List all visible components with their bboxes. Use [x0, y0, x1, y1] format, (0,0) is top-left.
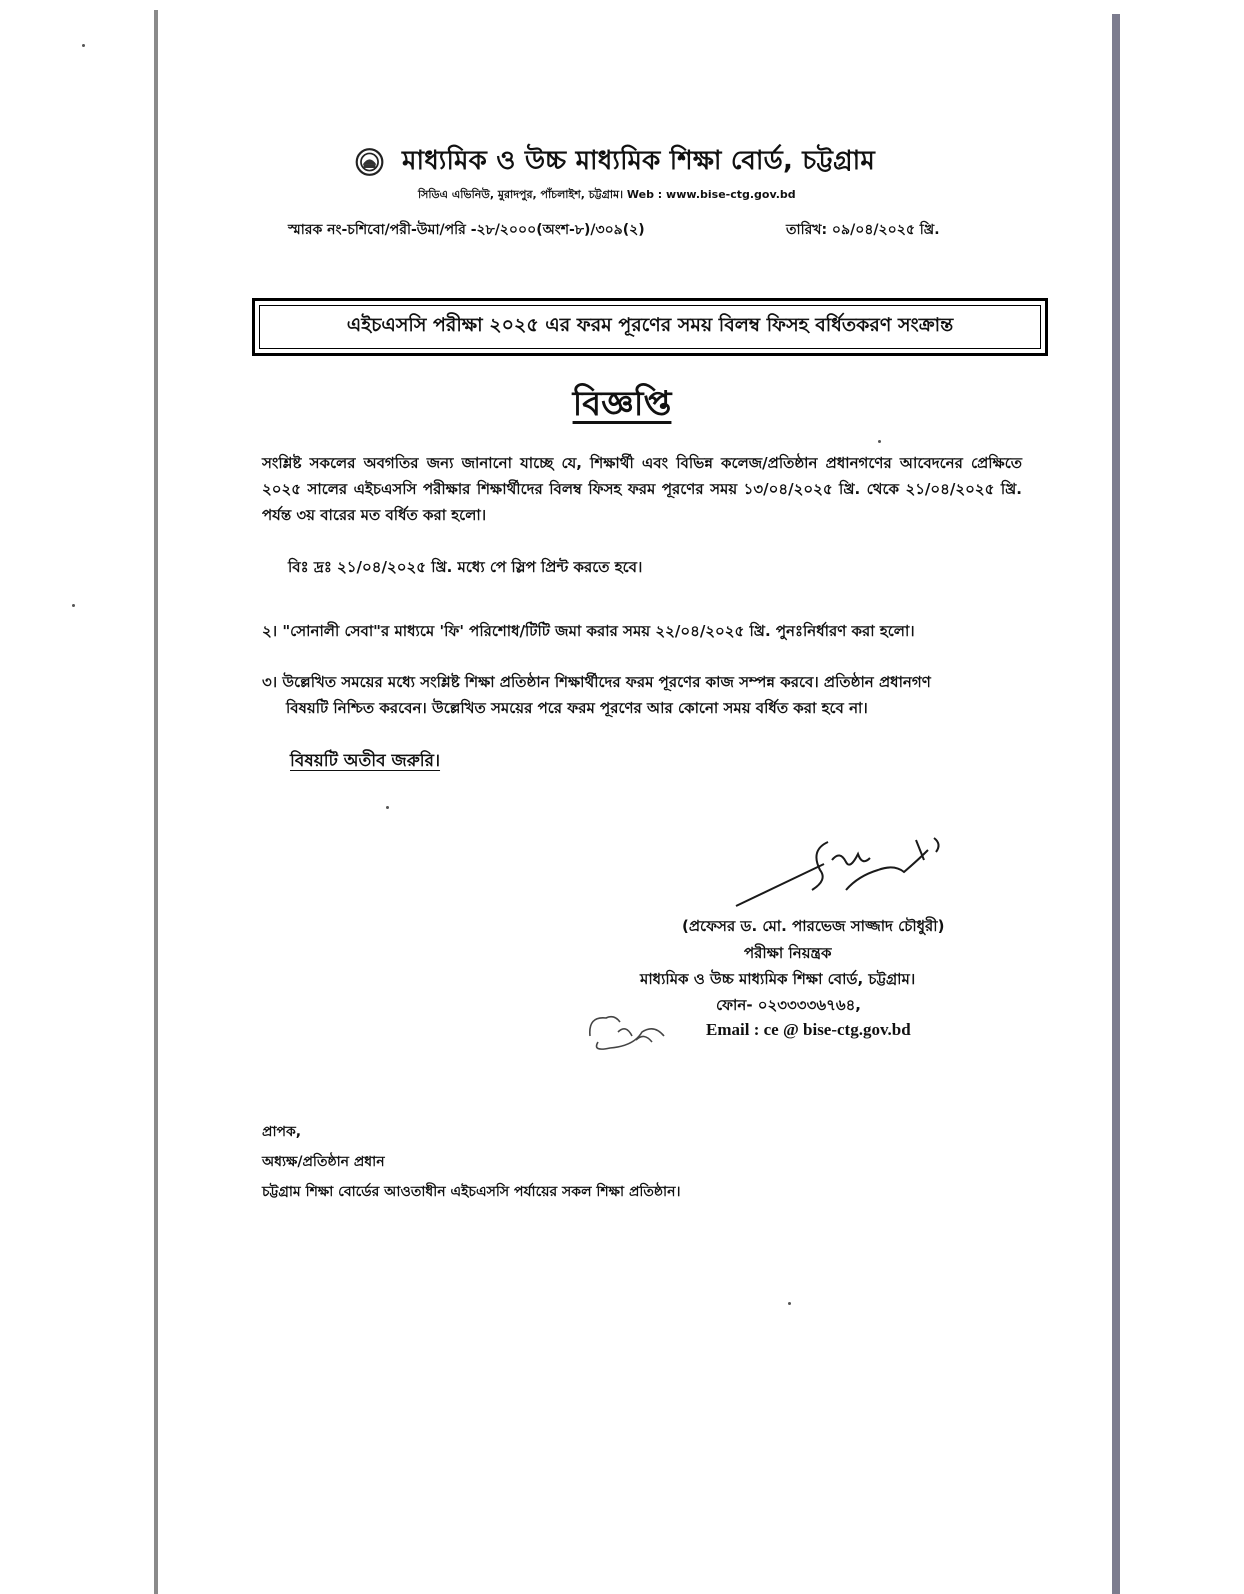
- body-point-2: ২। "সোনালী সেবা"র মাধ্যমে 'ফি' পরিশোধ/টিটি জমা করার সময় ২২/০৪/২০২৫ খ্রি. পুনঃনির্ধারণ করা হলো।: [262, 622, 915, 640]
- board-address: সিডিএ এভিনিউ, মুরাদপুর, পাঁচলাইশ, চট্টগ্রাম। Web : www.bise-ctg.gov.bd: [418, 188, 796, 201]
- signature-icon: [728, 820, 948, 920]
- recipient-line-2: চট্টগ্রাম শিক্ষা বোর্ডের আওতাধীন এইচএসসি পর্যায়ের সকল শিক্ষা প্রতিষ্ঠান।: [262, 1184, 681, 1200]
- notice-title: [0, 378, 1244, 435]
- urgent-note: বিষয়টি অতীব জরুরি।: [290, 751, 441, 771]
- scan-edge-left: [154, 10, 158, 1594]
- scan-speck: [878, 440, 881, 443]
- scan-edge-right: [1112, 14, 1120, 1594]
- recipient-line-1: অধ্যক্ষ/প্রতিষ্ঠান প্রধান: [262, 1154, 385, 1170]
- signatory-name: (প্রফেসর ড. মো. পারভেজ সাজ্জাদ চৌধুরী): [682, 917, 945, 935]
- signatory-board: মাধ্যমিক ও উচ্চ মাধ্যমিক শিক্ষা বোর্ড, চট্টগ্রাম।: [640, 970, 916, 988]
- recipient-label: প্রাপক,: [262, 1124, 302, 1140]
- signatory-email: Email : ce @ bise-ctg.gov.bd: [706, 1020, 911, 1039]
- letterhead: [355, 142, 875, 182]
- point-3-line-2: বিষয়টি নিশ্চিত করবেন। উল্লেখিত সময়ের পরে ফরম পূরণের আর কোনো সময় বর্ধিত করা হবে না।: [286, 699, 868, 717]
- initial-stamp-icon: [584, 1002, 674, 1062]
- scan-speck: [72, 604, 75, 607]
- board-name: মাধ্যমিক ও উচ্চ মাধ্যমিক শিক্ষা বোর্ড, চট্টগ্রাম: [402, 146, 875, 176]
- notice-date: তারিখ: ০৯/০৪/২০২৫ খ্রি.: [786, 222, 940, 238]
- subject-box: [252, 298, 1048, 356]
- signatory-phone: ফোন- ০২৩৩৩৩৬৭৬৪,: [716, 996, 862, 1014]
- body-point-3: [262, 669, 1022, 721]
- board-logo-icon: [355, 145, 384, 179]
- subject-text: এইচএসসি পরীক্ষা ২০২৫ এর ফরম পূরণের সময় বিলম্ব ফিসহ বর্ধিতকরণ সংক্রান্ত: [259, 305, 1041, 349]
- scan-speck: [788, 1302, 791, 1305]
- note-paragraph: বিঃ দ্রঃ ২১/০৪/২০২৫ খ্রি. মধ্যে পে স্লিপ প্রিন্ট করতে হবে।: [288, 558, 643, 576]
- notice-title-text: বিজ্ঞপ্তি: [572, 384, 672, 424]
- point-3-line-1: ৩। উল্লেখিত সময়ের মধ্যে সংশ্লিষ্ট শিক্ষা প্রতিষ্ঠান শিক্ষার্থীদের ফরম পূরণের কাজ সম্পন্ন করবে। প্রতিষ্ঠান প্রধানগণ: [262, 673, 931, 691]
- memo-number: স্মারক নং-চশিবো/পরী-উমা/পরি -২৮/২০০০(অংশ-৮)/৩০৯(২): [288, 222, 645, 238]
- scan-speck: [82, 44, 85, 47]
- scan-speck: [386, 806, 389, 809]
- signatory-title: পরীক্ষা নিয়ন্ত্রক: [744, 944, 832, 962]
- body-paragraph-1: সংশ্লিষ্ট সকলের অবগতির জন্য জানানো যাচ্ছে যে, শিক্ষার্থী এবং বিভিন্ন কলেজ/প্রতিষ্ঠান প্রধানগণের আবেদনের প্রেক্ষিতে ২০২৫ সালের এইচএসসি পরীক্ষার শিক্ষার্থীদের বিলম্ব ফিসহ ফরম পূরণের সময় ১৩/০৪/২০২৫ খ্রি. থেকে ২১/০৪/২০২৫ খ্রি. পর্যন্ত ৩য় বারের মত বর্ধিত করা হলো।: [262, 454, 1022, 524]
